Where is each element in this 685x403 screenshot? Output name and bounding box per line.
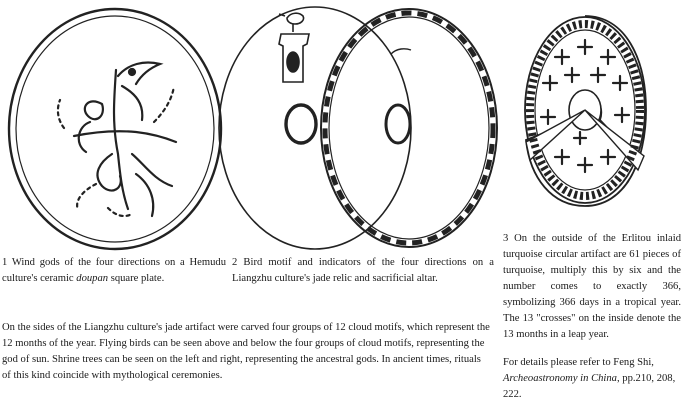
figure-2-caption: 2 Bird motif and indicators of the four directions on a Liangzhu culture's jade relic and sacrificial altar.	[232, 257, 494, 284]
figure-1-caption-text: 1 Wind gods of the four directions on a Hemudu culture's ceramic	[2, 257, 226, 284]
hemudu-plate-illustration	[4, 4, 226, 254]
figure-1-caption-italic: doupan	[76, 273, 109, 284]
wind-gods-motif	[58, 63, 176, 217]
erlitou-turquoise-artifact	[520, 10, 650, 215]
bird-on-altar-motif	[279, 13, 309, 82]
reference-note	[503, 355, 681, 403]
body-paragraph: On the sides of the Liangzhu culture's jade artifact were carved four groups of 12 cloud motifs, which represent the 12 months of the year. Flying birds can be seen above and below the four groups of cloud motifs, representing the god of sun. Shrine trees can be seen on the left and right, representing the ancestral gods. In ancient times, rituals of this kind coincide with mythological ceremonies.	[2, 322, 490, 381]
liangzhu-jade-illustration	[215, 2, 500, 254]
reference-book-title: Archeoastronomy in China	[503, 373, 617, 384]
figure-1-caption-end: square plate.	[108, 273, 165, 284]
jade-disc-hole	[286, 105, 316, 143]
reference-pages: , pp.210, 208, 222.	[503, 373, 676, 400]
figure-3-caption: 3 On the outside of the Erlitou inlaid turquoise circular artifact are 61 pieces of turquoise, multiply this by six and the number comes to exactly 366, symbolizing 366 days in a tropical year. The 13 "crosses" on the inside denote the 13 months in a leap year.	[503, 233, 681, 340]
figure-1-caption	[2, 255, 226, 287]
reference-prefix: For details please refer to Feng Shi,	[503, 357, 654, 368]
altar-inner-ring	[386, 105, 410, 143]
